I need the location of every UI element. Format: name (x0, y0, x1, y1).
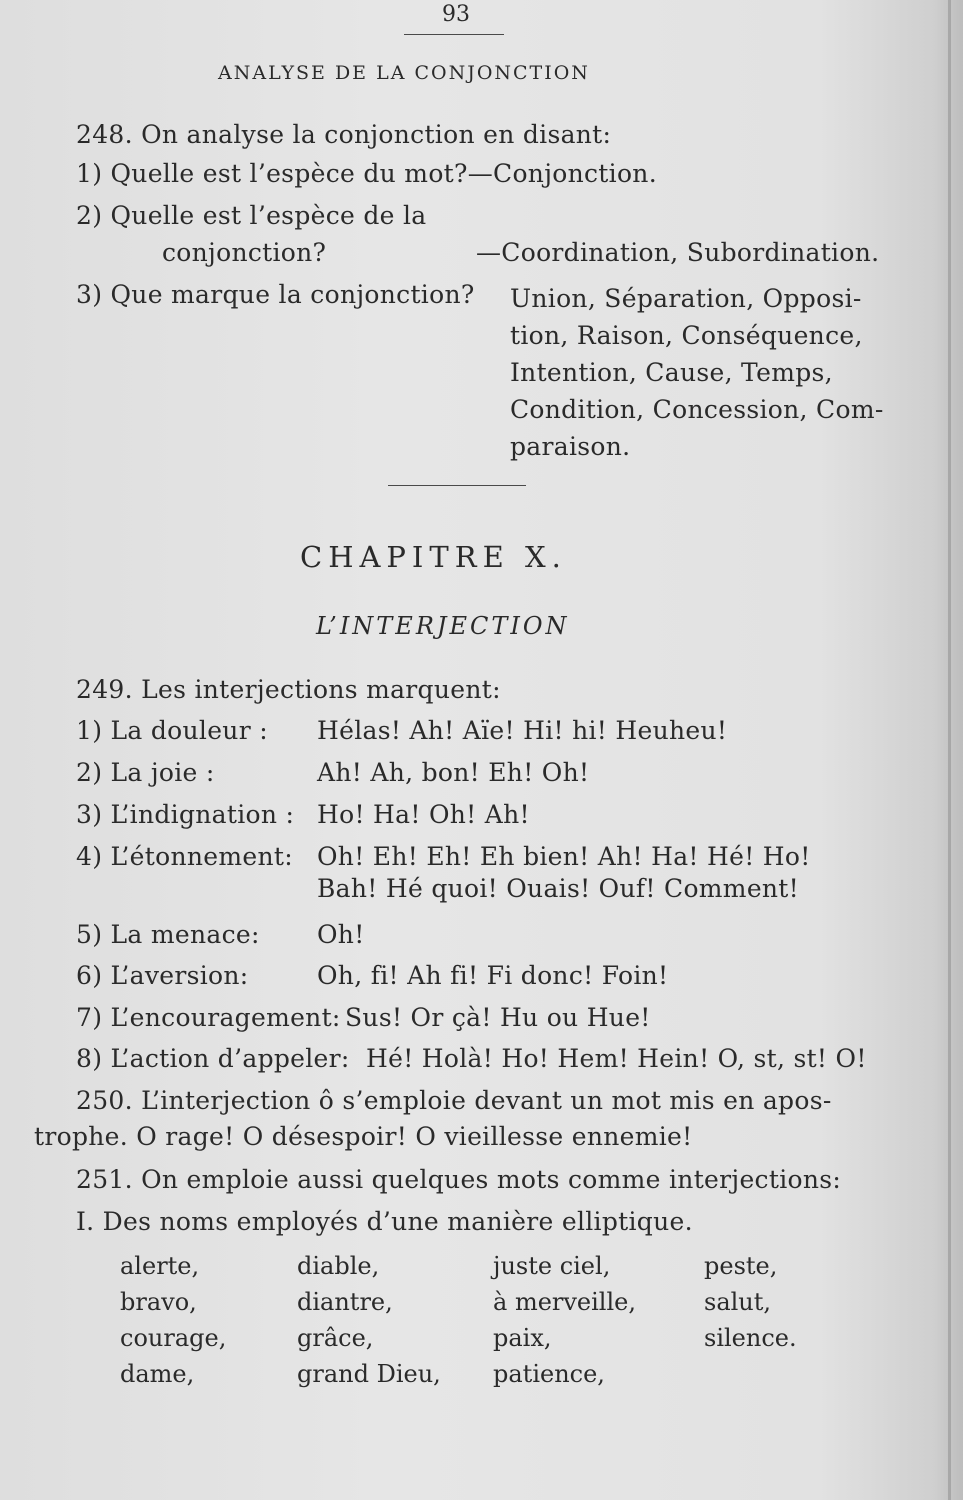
p251-sub: I. Des noms employés d’une manière elliptique. (76, 1207, 693, 1236)
chapter-heading: CHAPITRE X. (300, 540, 567, 574)
page-edge (948, 0, 951, 1500)
word: dame, (120, 1360, 195, 1388)
q3-line: Intention, Cause, Temps, (510, 358, 833, 387)
item-label: 7) L’encouragement: (76, 1003, 341, 1032)
word: diable, (297, 1252, 380, 1280)
word: bravo, (120, 1288, 197, 1316)
chapter-subtitle: L’INTERJECTION (316, 612, 570, 640)
word: grâce, (297, 1324, 374, 1352)
section-divider (388, 485, 526, 486)
word: silence. (704, 1324, 797, 1352)
p248-q3: 3) Que marque la conjonction? (76, 280, 475, 309)
item-value: Hélas! Ah! Aïe! Hi! hi! Heuheu! (317, 716, 728, 745)
q3-line: paraison. (510, 432, 631, 461)
item-value: Hé! Holà! Ho! Hem! Hein! O, st, st! O! (366, 1044, 867, 1073)
item-value: Oh, fi! Ah fi! Fi donc! Foin! (317, 961, 669, 990)
item-value: Ho! Ha! Oh! Ah! (317, 800, 530, 829)
p248-q2b: conjonction? (162, 238, 327, 267)
p248-intro: 248. On analyse la conjonction en disant: (76, 120, 612, 149)
item-value: Ah! Ah, bon! Eh! Oh! (317, 758, 590, 787)
p248-q3-answer (510, 280, 884, 465)
word: courage, (120, 1324, 227, 1352)
item-label: 4) L’étonnement: (76, 842, 293, 871)
item-value: Sus! Or çà! Hu ou Hue! (345, 1003, 651, 1032)
section-title: ANALYSE DE LA CONJONCTION (218, 62, 590, 84)
word: patience, (493, 1360, 605, 1388)
page-number: 93 (442, 2, 470, 27)
p248-q2-answer: —Coordination, Subordination. (476, 238, 880, 267)
word: juste ciel, (493, 1252, 611, 1280)
word-column-2 (297, 1248, 441, 1392)
q3-line: Condition, Concession, Com- (510, 395, 884, 424)
item-label: 3) L’indignation : (76, 800, 295, 829)
p251-intro: 251. On emploie aussi quelques mots comme interjections: (76, 1165, 842, 1194)
p250-line1: 250. L’interjection ô s’emploie devant un mot mis en apos- (76, 1086, 832, 1115)
word-column-4 (704, 1248, 797, 1356)
p250-line2: trophe. O rage! O désespoir! O vieillesse ennemie! (34, 1122, 693, 1151)
word: salut, (704, 1288, 772, 1316)
word: alerte, (120, 1252, 200, 1280)
word: peste, (704, 1252, 778, 1280)
item-label: 1) La douleur : (76, 716, 268, 745)
item-value: Oh! Eh! Eh! Eh bien! Ah! Ha! Hé! Ho! (317, 842, 811, 871)
item-value-cont: Bah! Hé quoi! Ouais! Ouf! Comment! (317, 874, 800, 903)
p248-q2a: 2) Quelle est l’espèce de la (76, 201, 427, 230)
word: grand Dieu, (297, 1360, 441, 1388)
item-label: 8) L’action d’appeler: (76, 1044, 350, 1073)
word: paix, (493, 1324, 552, 1352)
header-rule (404, 34, 504, 35)
item-label: 5) La menace: (76, 920, 260, 949)
word: à merveille, (493, 1288, 636, 1316)
word: diantre, (297, 1288, 393, 1316)
word-column-3 (493, 1248, 636, 1392)
word-column-1 (120, 1248, 226, 1392)
p248-q1: 1) Quelle est l’espèce du mot?—Conjonction. (76, 159, 657, 188)
q3-line: tion, Raison, Conséquence, (510, 321, 863, 350)
q3-line: Union, Séparation, Opposi- (510, 284, 862, 313)
item-value: Oh! (317, 920, 365, 949)
item-label: 2) La joie : (76, 758, 215, 787)
item-label: 6) L’aversion: (76, 961, 249, 990)
p249-intro: 249. Les interjections marquent: (76, 675, 501, 704)
